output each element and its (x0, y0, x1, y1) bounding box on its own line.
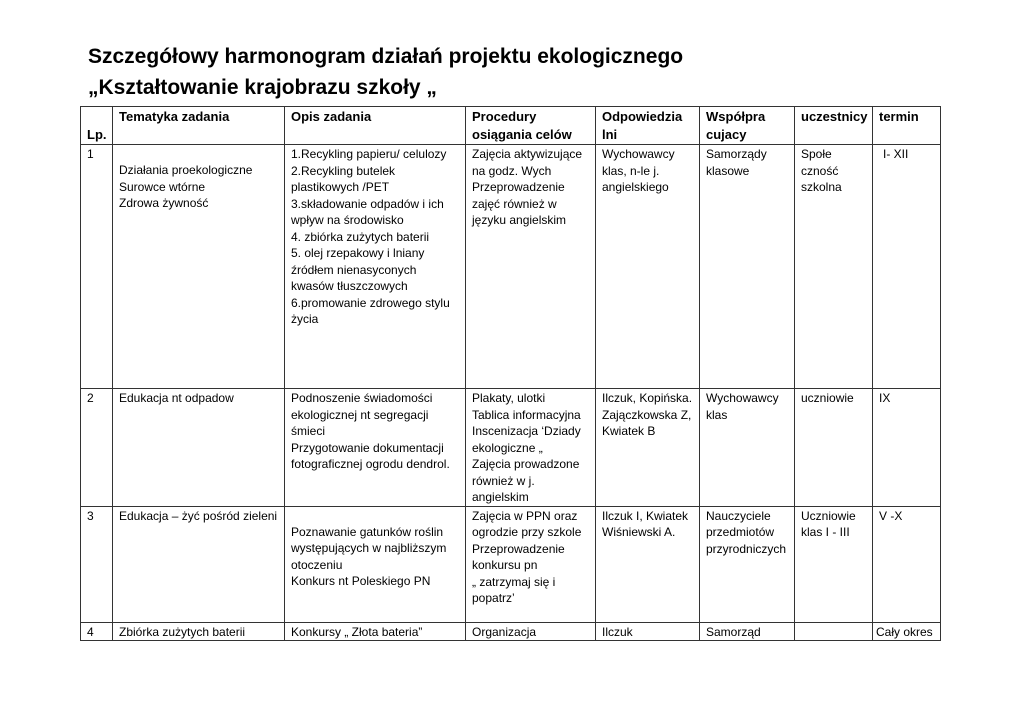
cell-line: Ilczuk (602, 624, 633, 639)
cell-tematyka (113, 389, 285, 507)
cell-line: Zajęcia prowadzone (472, 457, 580, 471)
cell-wspolpracujacy (700, 506, 795, 622)
cell-line: Zajęcia aktywizujące (472, 147, 583, 161)
header-wspolpracujacy (700, 107, 795, 145)
cell-line: Wychowawcy (706, 391, 779, 405)
cell-odpowiedzialni (596, 389, 700, 507)
cell-opis (285, 389, 466, 507)
header-wspolpracujacy-line: cujacy (706, 127, 747, 142)
cell-odpowiedzialni (596, 506, 700, 622)
cell-line: Edukacja nt odpadow (119, 391, 234, 405)
cell-line: konkursu pn (472, 558, 538, 572)
cell-line: Plakaty, ulotki (472, 391, 546, 405)
cell-termin: V -X (873, 506, 941, 622)
cell-line: Zdrowa żywność (119, 196, 209, 210)
cell-line: klas (706, 407, 728, 422)
cell-line: otoczeniu (291, 557, 343, 572)
cell-lp: 3 (81, 506, 113, 622)
cell-line: 6.promowanie zdrowego stylu (291, 295, 450, 310)
header-odpowiedzialni (596, 107, 700, 145)
cell-line: Zajączkowska Z, (602, 407, 692, 422)
cell-lp: 4 (81, 622, 113, 641)
cell-line: popatrz’ (472, 591, 515, 605)
header-procedury-line: Procedury (472, 109, 537, 124)
cell-line: plastikowych /PET (291, 180, 390, 194)
cell-line: fotograficznej ogrodu dendrol. (291, 457, 450, 471)
cell-line: źródłem nienasyconych (291, 262, 417, 277)
cell-line: Konkursy „ Złota bateria” (291, 624, 423, 639)
cell-line: Ilczuk I, Kwiatek (602, 508, 689, 523)
cell-wspolpracujacy (700, 145, 795, 389)
cell-opis (285, 506, 466, 622)
header-tematyka: Tematyka zadania (113, 107, 285, 145)
cell-uczestnicy (795, 389, 873, 507)
cell-odpowiedzialni (596, 622, 700, 641)
cell-wspolpracujacy (700, 622, 795, 641)
cell-line: Cały okres (876, 624, 933, 639)
cell-line: 3.składowanie odpadów i ich (291, 196, 444, 211)
cell-line: Konkurs nt Poleskiego PN (291, 574, 431, 588)
cell-termin (873, 145, 941, 389)
cell-tematyka (113, 622, 285, 641)
cell-uczestnicy (795, 622, 873, 641)
cell-opis (285, 622, 466, 641)
cell-line: Uczniowie (801, 508, 856, 523)
cell-line: 2.Recykling butelek (291, 163, 396, 178)
cell-line: Samorząd (706, 624, 761, 639)
cell-line: Podnoszenie świadomości (291, 391, 433, 405)
header-termin: termin (873, 107, 941, 145)
cell-line: ogrodzie przy szkole (472, 525, 582, 539)
cell-procedury (466, 145, 596, 389)
cell-uczestnicy (795, 145, 873, 389)
cell-line: „ zatrzymaj się i (472, 574, 556, 589)
cell-line: występujących w najbliższym (291, 541, 447, 555)
cell-line: Kwiatek B (602, 424, 656, 438)
header-procedury-line: osiągania celów (472, 127, 572, 142)
cell-line: klas, n-le j. (602, 163, 660, 178)
schedule-table (80, 106, 941, 641)
cell-line: szkolna (801, 180, 842, 194)
cell-line: na godz. Wych (472, 163, 552, 178)
table-row (81, 389, 941, 507)
cell-line: życia (291, 312, 319, 326)
cell-line: klas I - III (801, 525, 850, 539)
document-title-line-1: Szczegółowy harmonogram działań projektu ekologicznego (88, 45, 684, 68)
cell-line: Ilczuk, Kopińska. (602, 391, 693, 405)
cell-opis (285, 145, 466, 389)
cell-termin: IX (873, 389, 941, 507)
cell-line: angielskiego (602, 180, 669, 194)
table-header-row (81, 107, 941, 145)
cell-line: ekologiczne „ (472, 440, 543, 455)
cell-line: przyrodniczych (706, 541, 787, 556)
cell-line: uczniowie (801, 391, 854, 405)
cell-line: Przeprowadzenie (472, 541, 565, 556)
cell-line: kwasów tłuszczowych (291, 279, 408, 293)
cell-line: Społe (801, 147, 832, 161)
cell-line: 4. zbiórka zużytych baterii (291, 229, 430, 244)
header-opis: Opis zadania (285, 107, 466, 145)
header-uczestnicy: uczestnicy (795, 107, 873, 145)
table-row (81, 622, 941, 641)
cell-line: klasowe (706, 163, 750, 178)
cell-line: 1.Recykling papieru/ celulozy (291, 147, 447, 161)
cell-line: Przeprowadzenie (472, 180, 565, 194)
cell-line: przedmiotów (706, 525, 775, 539)
cell-tematyka (113, 506, 285, 622)
cell-line: Samorządy (706, 147, 767, 161)
cell-line: I- XII (883, 147, 909, 161)
cell-line: Zbiórka zużytych baterii (119, 624, 246, 639)
cell-line: Edukacja – żyć pośród zieleni (119, 508, 278, 523)
cell-line: języku angielskim (472, 213, 567, 227)
cell-line: Inscenizacja ‘Dziady (472, 424, 581, 438)
cell-line: Działania proekologiczne (119, 163, 253, 177)
cell-line: ekologicznej nt segregacji (291, 407, 429, 422)
cell-line: śmieci (291, 424, 326, 438)
cell-lp: 2 (81, 389, 113, 507)
header-procedury (466, 107, 596, 145)
cell-lp: 1 (81, 145, 113, 389)
cell-line: Surowce wtórne (119, 179, 206, 194)
cell-wspolpracujacy (700, 389, 795, 507)
cell-termin (873, 622, 941, 641)
cell-line: również w j. (472, 473, 535, 488)
cell-line: Zajęcia w PPN oraz (472, 508, 578, 523)
header-odpowiedzialni-line: lni (602, 127, 618, 142)
cell-line: czność (801, 163, 839, 178)
cell-line: Wychowawcy (602, 147, 675, 161)
cell-line: Poznawanie gatunków roślin (291, 524, 444, 539)
cell-line: zajęć również w (472, 196, 557, 211)
document-title-line-2: „Kształtowanie krajobrazu szkoły „ (88, 76, 437, 99)
cell-odpowiedzialni (596, 145, 700, 389)
cell-uczestnicy (795, 506, 873, 622)
header-wspolpracujacy-line: Współpra (706, 109, 766, 124)
cell-line: wpływ na środowisko (291, 213, 404, 227)
cell-line: Tablica informacyjna (472, 407, 581, 422)
cell-line: Nauczyciele (706, 508, 771, 523)
cell-line: 5. olej rzepakowy i lniany (291, 246, 425, 260)
cell-tematyka (113, 145, 285, 389)
cell-line: angielskim (472, 490, 529, 504)
cell-procedury (466, 389, 596, 507)
cell-procedury (466, 622, 596, 641)
cell-line: Przygotowanie dokumentacji (291, 440, 444, 455)
cell-line: Organizacja (472, 624, 537, 639)
table-row (81, 145, 941, 389)
header-odpowiedzialni-line: Odpowiedzia (602, 109, 683, 124)
table-row (81, 506, 941, 622)
header-lp: Lp. (81, 107, 113, 145)
cell-procedury (466, 506, 596, 622)
cell-line: Wiśniewski A. (602, 525, 676, 539)
